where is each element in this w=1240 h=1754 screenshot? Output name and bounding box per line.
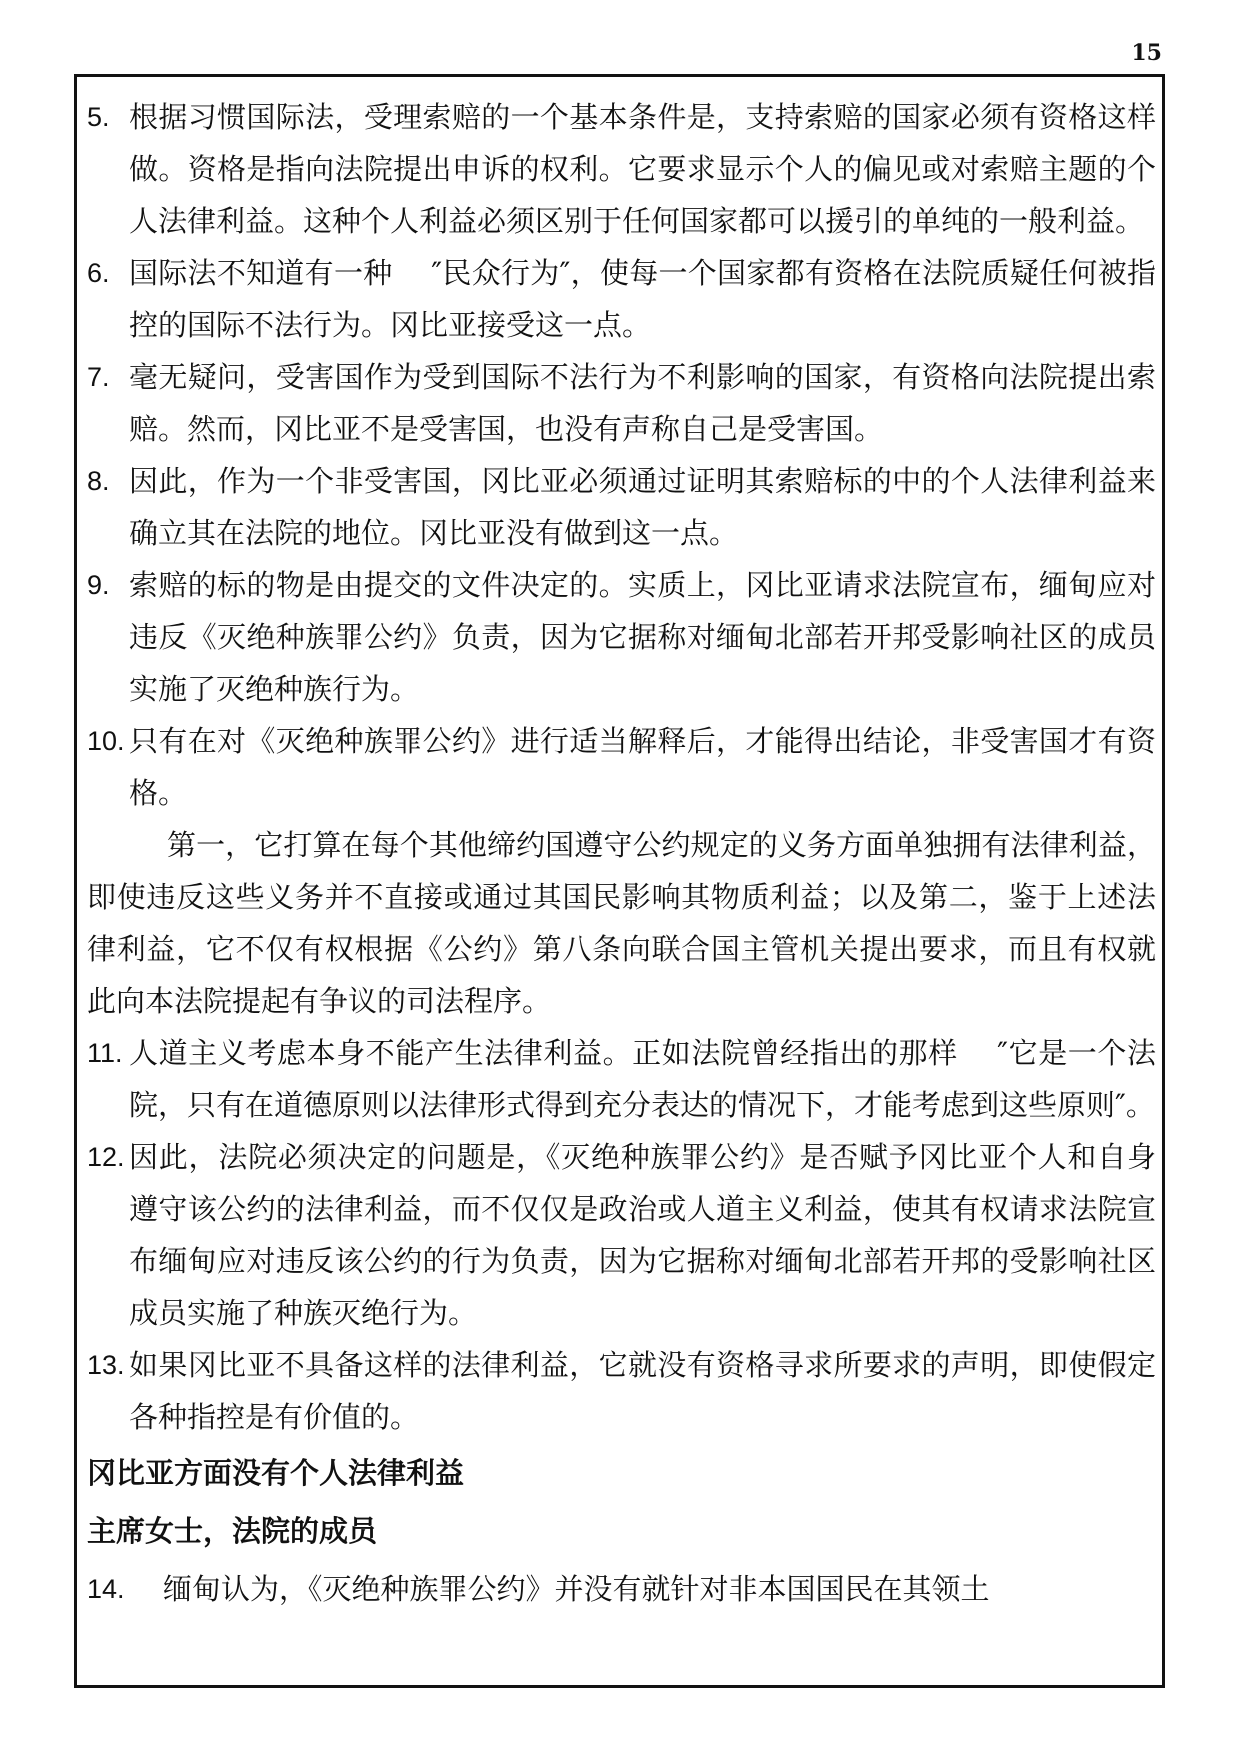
item-number: 11. <box>87 1038 123 1068</box>
section-heading: 主席女士，法院的成员 <box>87 1514 378 1548</box>
item-number: 5. <box>87 102 110 132</box>
item-number: 6. <box>87 258 110 288</box>
item-number: 14. <box>87 1574 125 1604</box>
list-item <box>87 351 1156 455</box>
list-item <box>87 455 1156 559</box>
item-number: 8. <box>87 466 110 496</box>
section-heading: 冈比亚方面没有个人法律利益 <box>87 1456 465 1490</box>
item-number: 9. <box>87 570 110 600</box>
list-item <box>87 559 1156 715</box>
item-number: 10. <box>87 726 125 756</box>
indented-paragraph: 第一，它打算在每个其他缔约国遵守公约规定的义务方面单独拥有法律利益，即使违反这些义务并不直接或通过其国民影响其物质利益；以及第二，鉴于上述法律利益，它不仅有权根据《公约》第八条向联合国主管机关提出要求，而且有权就此向本法院提起有争议的司法程序。 <box>87 828 1156 1018</box>
item-text: 只有在对《灭绝种族罪公约》进行适当解释后，才能得出结论，非受害国才有资格。 <box>129 724 1156 810</box>
item-text: 如果冈比亚不具备这样的法律利益，它就没有资格寻求所要求的声明，即使假定各种指控是有价值的。 <box>129 1348 1156 1434</box>
item-text: 缅甸认为，《灭绝种族罪公约》并没有就针对非本国国民在其领土 <box>163 1572 990 1606</box>
item-text: 毫无疑问，受害国作为受到国际不法行为不利影响的国家，有资格向法院提出索赔。然而，冈比亚不是受害国，也没有声称自己是受害国。 <box>129 360 1156 446</box>
document-body <box>87 91 1156 1615</box>
item-text: 因此，法院必须决定的问题是，《灭绝种族罪公约》是否赋予冈比亚个人和自身遵守该公约的法律利益，而不仅仅是政治或人道主义利益，使其有权请求法院宣布缅甸应对违反该公约的行为负责，因为它据称对缅甸北部若开邦的受影响社区成员实施了种族灭绝行为。 <box>129 1140 1156 1330</box>
item-text: 因此，作为一个非受害国，冈比亚必须通过证明其索赔标的中的个人法律利益来确立其在法院的地位。冈比亚没有做到这一点。 <box>129 464 1156 550</box>
list-item <box>87 247 1156 351</box>
list-item <box>87 1563 1156 1615</box>
list-item <box>87 1027 1156 1131</box>
item-text: 索赔的标的物是由提交的文件决定的。实质上，冈比亚请求法院宣布，缅甸应对违反《灭绝种族罪公约》负责，因为它据称对缅甸北部若开邦受影响社区的成员实施了灭绝种族行为。 <box>129 568 1156 706</box>
list-item <box>87 91 1156 247</box>
item-text: 根据习惯国际法，受理索赔的一个基本条件是，支持索赔的国家必须有资格这样做。资格是指向法院提出申诉的权利。它要求显示个人的偏见或对索赔主题的个人法律利益。这种个人利益必须区别于任何国家都可以援引的单纯的一般利益。 <box>129 100 1156 238</box>
item-text: 国际法不知道有一种 ″民众行为″，使每一个国家都有资格在法院质疑任何被指控的国际不法行为。冈比亚接受这一点。 <box>129 256 1156 342</box>
page-number: 15 <box>1131 40 1162 66</box>
item-text: 人道主义考虑本身不能产生法律利益。正如法院曾经指出的那样 ″它是一个法院，只有在道德原则以法律形式得到充分表达的情况下，才能考虑到这些原则″。 <box>129 1036 1156 1122</box>
item-number: 7. <box>87 362 110 392</box>
list-item <box>87 1339 1156 1443</box>
page-frame <box>74 74 1165 1688</box>
item-number: 12. <box>87 1142 125 1172</box>
list-item <box>87 1131 1156 1339</box>
item-number: 13. <box>87 1350 125 1380</box>
list-item <box>87 715 1156 819</box>
